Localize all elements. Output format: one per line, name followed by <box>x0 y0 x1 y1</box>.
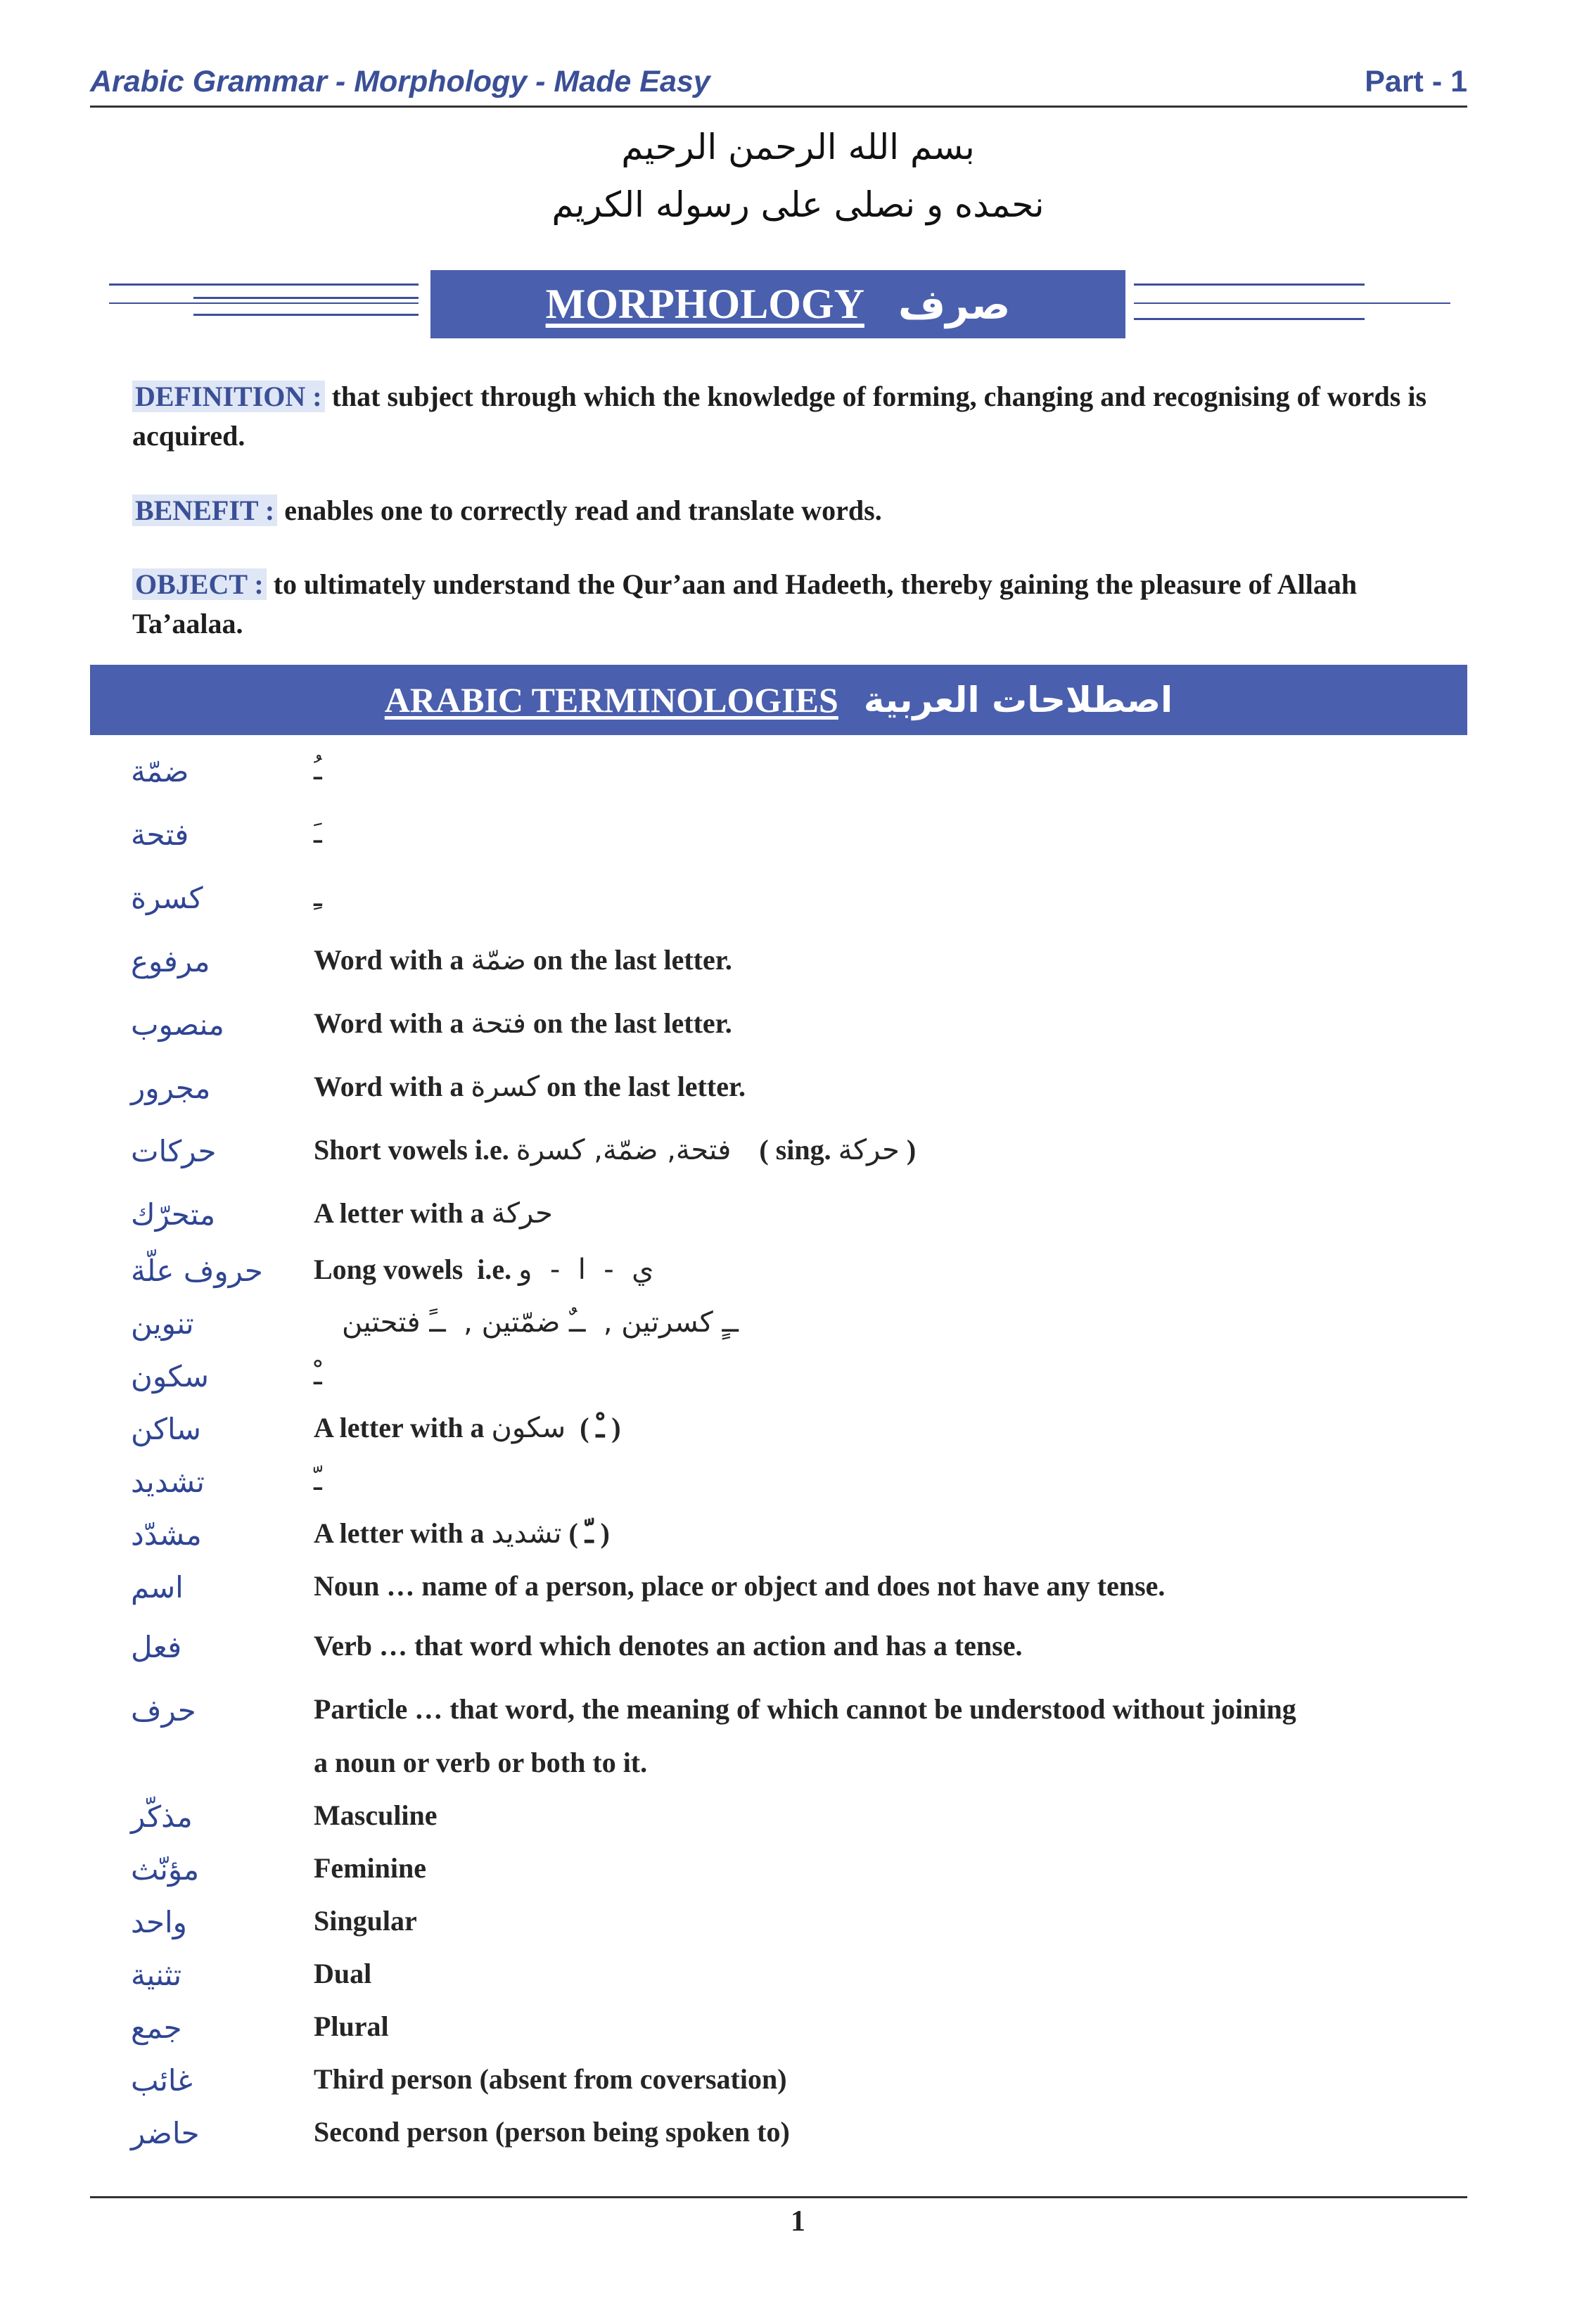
term-meaning: Dual <box>314 1958 372 1989</box>
banner-left-rule <box>193 314 419 316</box>
term-row <box>0 2105 1596 2162</box>
term-row <box>0 1243 1596 1299</box>
term-meaning: A letter with a تشديد ( ـّ ) <box>314 1517 610 1550</box>
footer-divider <box>90 2196 1467 2198</box>
term-row <box>0 997 1596 1053</box>
terminologies-title-ar: اصطلاحات العربية <box>863 680 1173 720</box>
term-arabic: حركات <box>131 1134 217 1168</box>
term-row <box>0 1560 1596 1616</box>
term-arabic: منصوب <box>131 1007 224 1042</box>
term-row <box>0 2000 1596 2056</box>
term-arabic: واحد <box>131 1905 187 1939</box>
term-meaning: Particle … that word, the meaning of which cannot be understood without joining a noun or verb or both to it. <box>314 1693 1296 1778</box>
term-row <box>0 1947 1596 2003</box>
term-meaning: Verb … that word which denotes an action and has a tense. <box>314 1630 1023 1662</box>
harakah-symbol: ـِ <box>314 881 322 913</box>
term-row <box>0 1619 1596 1676</box>
term-arabic: مجرور <box>131 1071 211 1105</box>
terminologies-banner <box>90 665 1467 735</box>
page-number: 1 <box>791 2205 805 2238</box>
term-arabic: سكون <box>131 1359 209 1394</box>
term-meaning: A letter with a حركة <box>314 1197 553 1230</box>
object-label: OBJECT : <box>132 568 267 600</box>
term-row <box>0 744 1596 800</box>
term-row <box>0 1507 1596 1563</box>
benefit-label: BENEFIT : <box>132 495 277 526</box>
term-meaning: A letter with a سكون ( ـْ ) <box>314 1412 621 1444</box>
term-arabic: فتحة <box>131 817 189 852</box>
definition-paragraph <box>132 377 1441 456</box>
sukoon-symbol: ـْ <box>314 1359 322 1391</box>
morphology-title-ar: صرف <box>898 280 1011 329</box>
shaddah-symbol: ـّ <box>314 1465 322 1497</box>
term-arabic: مرفوع <box>131 944 210 978</box>
term-arabic: غائب <box>131 2063 193 2098</box>
term-meaning: Word with a ضمّة on the last letter. <box>314 944 732 976</box>
term-arabic: حاضر <box>131 2116 200 2150</box>
terminologies-title-en: ARABIC TERMINOLOGIES <box>384 680 838 720</box>
term-row <box>0 807 1596 863</box>
term-arabic: تشديد <box>131 1465 205 1499</box>
harakah-symbol: ـُ <box>314 754 322 786</box>
term-row <box>0 1401 1596 1458</box>
term-arabic: حروف علّة <box>131 1254 263 1288</box>
term-row <box>0 1789 1596 1845</box>
term-arabic: تثنية <box>131 1958 182 1992</box>
object-paragraph <box>132 565 1441 644</box>
term-meaning: Word with a فتحة on the last letter. <box>314 1007 732 1040</box>
term-row <box>0 1683 1596 1795</box>
term-row <box>0 1349 1596 1405</box>
salutation: نحمده و نصلى على رسوله الكريم <box>551 184 1045 225</box>
banner-left-rule <box>109 283 419 286</box>
term-row <box>0 1296 1596 1352</box>
term-meaning: Word with a كسرة on the last letter. <box>314 1071 746 1103</box>
term-arabic: كسرة <box>131 881 203 915</box>
term-row <box>0 1454 1596 1510</box>
term-meaning: Long vowels i.e. ي - ا - و <box>314 1254 654 1286</box>
object-text: to ultimately understand the Qur’aan and Hadeeth, thereby gaining the pleasure of Allaah Ta’aalaa. <box>132 568 1358 639</box>
term-arabic: متحرّك <box>131 1197 216 1232</box>
term-meaning: Noun … name of a person, place or object and does not have any tense. <box>314 1570 1166 1602</box>
term-row <box>0 1842 1596 1898</box>
term-arabic: مؤنّث <box>131 1852 200 1887</box>
term-meaning: Singular <box>314 1905 417 1937</box>
term-arabic: مذكّر <box>131 1799 193 1834</box>
morphology-banner <box>430 270 1125 338</box>
term-row <box>0 870 1596 926</box>
banner-left-rule <box>193 297 419 299</box>
definition-text: that subject through which the knowledge of forming, changing and recognising of words is acquired. <box>132 381 1427 452</box>
benefit-paragraph <box>132 491 1441 530</box>
term-meaning: Masculine <box>314 1799 438 1831</box>
term-row <box>0 1060 1596 1116</box>
benefit-text: enables one to correctly read and translate words. <box>284 495 882 526</box>
term-row <box>0 2053 1596 2109</box>
banner-right-rule <box>1134 283 1365 286</box>
banner-right-rule <box>1134 302 1450 304</box>
bismillah: بسم الله الرحمن الرحيم <box>621 127 975 167</box>
header-divider <box>90 106 1467 108</box>
term-arabic: ساكن <box>131 1412 201 1446</box>
morphology-title-en: MORPHOLOGY <box>545 281 864 327</box>
term-arabic: فعل <box>131 1630 182 1664</box>
term-arabic: اسم <box>131 1570 184 1605</box>
definition-label: DEFINITION : <box>132 381 325 412</box>
banner-right-rule <box>1134 318 1365 320</box>
term-row <box>0 1123 1596 1180</box>
harakah-symbol: ـَ <box>314 817 322 850</box>
term-meaning: Short vowels i.e. فتحة, ضمّة, كسرة ( sing. حركة ) <box>314 1134 917 1166</box>
term-meaning: Plural <box>314 2010 389 2042</box>
document-title: Arabic Grammar - Morphology - Made Easy <box>90 65 710 98</box>
term-row <box>0 1894 1596 1951</box>
banner-left-rule <box>109 302 419 304</box>
term-arabic: جمع <box>131 2010 182 2045</box>
part-label: Part - 1 <box>1365 65 1467 98</box>
term-meaning: ــٍ كسرتين , ــٌ ضمّتين , ــً فتحتين <box>342 1306 739 1339</box>
term-arabic: تنوين <box>131 1306 194 1341</box>
term-row <box>0 1187 1596 1243</box>
term-meaning: Third person (absent from coversation) <box>314 2063 787 2095</box>
term-meaning: Second person (person being spoken to) <box>314 2116 790 2148</box>
term-arabic: حرف <box>131 1693 196 1728</box>
term-arabic: مشدّد <box>131 1517 202 1552</box>
term-row <box>0 933 1596 990</box>
term-meaning: Feminine <box>314 1852 426 1884</box>
term-arabic: ضمّة <box>131 754 189 789</box>
